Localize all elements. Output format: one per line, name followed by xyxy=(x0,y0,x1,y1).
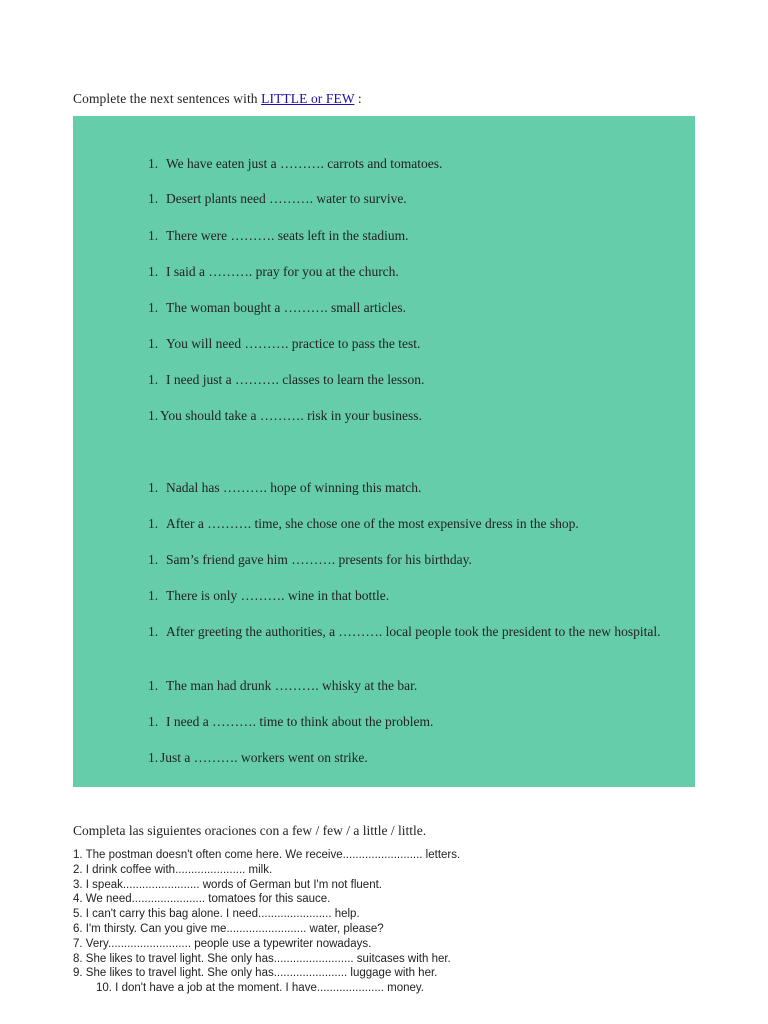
exercise-item xyxy=(148,479,688,497)
item-number: 1. xyxy=(148,552,159,567)
list-item: 5. I can't carry this bag alone. I need....................... help. xyxy=(73,908,360,921)
item-text: After greeting the authorities, a ………. local people took the president to the new hospital. xyxy=(166,624,661,639)
item-text: You will need ………. practice to pass the test. xyxy=(166,336,421,351)
item-text: I need just a ………. classes to learn the lesson. xyxy=(166,372,425,387)
item-text: There is only ………. wine in that bottle. xyxy=(166,588,390,603)
item-number: 1. xyxy=(148,750,159,765)
exercise-item xyxy=(148,155,688,173)
item-text: We have eaten just a ………. carrots and tomatoes. xyxy=(166,156,443,171)
item-number: 1. xyxy=(148,714,159,729)
item-number: 1. xyxy=(148,408,159,423)
exercise-item xyxy=(148,587,688,605)
item-text: Desert plants need ………. water to survive. xyxy=(166,191,407,206)
item-number: 1. xyxy=(148,264,159,279)
list-item: 3. I speak........................ words of German but I'm not fluent. xyxy=(73,878,382,891)
exercise2-list xyxy=(73,848,460,996)
item-number: 1. xyxy=(148,300,159,315)
exercise-item xyxy=(148,263,688,281)
item-text: After a ………. time, she chose one of the most expensive dress in the shop. xyxy=(166,516,579,531)
exercise-item xyxy=(148,749,688,767)
exercise-item xyxy=(148,299,688,317)
item-number: 1. xyxy=(148,156,159,171)
item-text: There were ………. seats left in the stadium. xyxy=(166,228,409,243)
item-number: 1. xyxy=(148,516,159,531)
list-item: 8. She likes to travel light. She only has......................... suitcases with her. xyxy=(73,952,451,965)
list-item: 6. I'm thirsty. Can you give me......................... water, please? xyxy=(73,922,384,935)
list-item: 9. She likes to travel light. She only has....................... luggage with her. xyxy=(73,967,438,980)
exercise-item xyxy=(148,371,688,389)
exercise-item xyxy=(148,227,688,245)
item-number: 1. xyxy=(148,588,159,603)
item-text: I need a ………. time to think about the problem. xyxy=(166,714,434,729)
exercise-item xyxy=(148,713,688,731)
exercise-item xyxy=(148,515,688,533)
little-or-few-link[interactable]: LITTLE or FEW xyxy=(261,91,355,106)
exercise-item xyxy=(148,407,688,425)
item-text: I said a ………. pray for you at the church. xyxy=(166,264,399,279)
exercise-item xyxy=(148,190,688,208)
exercise2-title: Completa las siguientes oraciones con a few / few / a little / little. xyxy=(73,823,427,838)
instructions xyxy=(73,91,362,107)
item-text: Sam’s friend gave him ………. presents for his birthday. xyxy=(166,552,472,567)
item-number: 1. xyxy=(148,336,159,351)
exercise-item xyxy=(148,677,688,695)
item-number: 1. xyxy=(148,191,159,206)
item-number: 1. xyxy=(148,624,159,639)
item-number: 1. xyxy=(148,678,159,693)
list-item: 2. I drink coffee with...................... milk. xyxy=(73,863,273,876)
list-item: 4. We need....................... tomatoes for this sauce. xyxy=(73,893,331,906)
instructions-colon: : xyxy=(354,91,362,106)
item-text: You should take a ………. risk in your business. xyxy=(160,408,422,423)
item-number: 1. xyxy=(148,372,159,387)
item-text: The man had drunk ………. whisky at the bar. xyxy=(166,678,418,693)
list-item: 1. The postman doesn't often come here. We receive......................... letters. xyxy=(73,849,461,861)
instructions-text: Complete the next sentences with xyxy=(73,91,262,106)
item-number: 1. xyxy=(148,480,159,495)
list-item: 7. Very.......................... people use a typewriter nowadays. xyxy=(73,937,372,950)
item-text: Just a ………. workers went on strike. xyxy=(160,750,368,765)
item-text: The woman bought a ………. small articles. xyxy=(166,300,406,315)
exercise-item xyxy=(148,623,688,641)
list-item: 10. I don't have a job at the moment. I have..................... money. xyxy=(96,982,424,995)
exercise-item xyxy=(148,551,688,569)
item-text: Nadal has ………. hope of winning this match. xyxy=(166,480,422,495)
item-number: 1. xyxy=(148,228,159,243)
exercise-item xyxy=(148,335,688,353)
